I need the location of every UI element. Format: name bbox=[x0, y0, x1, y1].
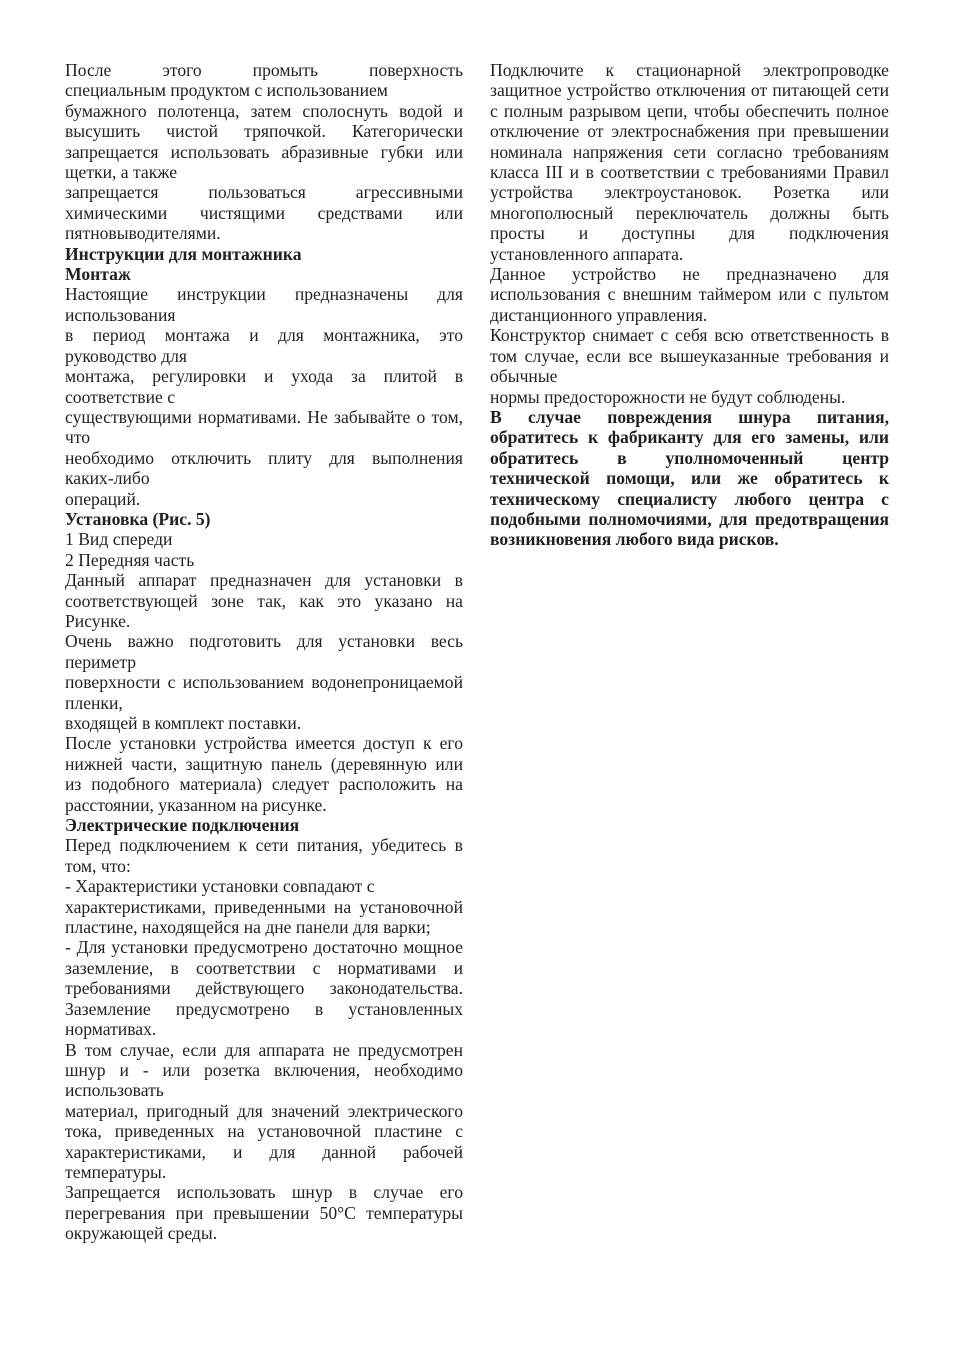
left-paragraph: запрещается пользоваться агрессивными химическими чистящими средствами или пятновыводителями. bbox=[65, 182, 463, 244]
left-paragraph: Настоящие инструкции предназначены для использования bbox=[65, 284, 463, 325]
left-paragraph: в период монтажа и для монтажника, это руководство для bbox=[65, 325, 463, 366]
left-paragraph: операций. bbox=[65, 488, 141, 509]
left-heading: Инструкции для монтажника bbox=[65, 243, 302, 264]
left-paragraph: необходимо отключить плиту для выполнения каких-либо bbox=[65, 447, 463, 489]
left-paragraph: поверхности с использованием водонепроницаемой пленки, bbox=[65, 672, 463, 713]
right-paragraph: Конструктор снимает с себя всю ответственность в том случае, если все вышеуказанные требования и обычные bbox=[490, 325, 889, 387]
left-paragraph: бумажного полотенца, затем сполоснуть водой и высушить чистой тряпочкой. Категорически запрещается использовать абразивные губки или щетки, а также bbox=[65, 100, 463, 183]
left-heading: Установка (Рис. 5) bbox=[65, 508, 211, 529]
left-paragraph: монтажа, регулировки и ухода за плитой в соответствие с bbox=[65, 366, 463, 407]
right-paragraph: нормы предосторожности не будут соблюдены. bbox=[490, 386, 846, 407]
left-paragraph: - Для установки предусмотрено достаточно мощное заземление, в соответствии с нормативами и требованиями действующего законодательства. Заземление предусмотрено в установленных нормативах. bbox=[65, 937, 463, 1040]
left-paragraph: 2 Передняя часть bbox=[65, 549, 195, 570]
left-text-column bbox=[65, 60, 463, 1244]
right-paragraph: Подключите к стационарной электропроводке защитное устройство отключения от питающей сети с полным разрывом цепи, чтобы обеспечить полное отключение от электроснабжения при превышении номинала напряжения сети согласно требованиям класса III и в соответствии с требованиями Правил устройства электроустановок. Розетка или многополюсный переключатель должны быть просты и доступны для подключения установленного аппарата. bbox=[490, 60, 889, 264]
right-paragraph: Данное устройство не предназначено для использования с внешним таймером или с пультом дистанционного управления. bbox=[490, 264, 889, 325]
left-heading: Монтаж bbox=[65, 264, 131, 285]
left-heading: Электрические подключения bbox=[65, 815, 300, 836]
right-warning-paragraph: В случае повреждения шнура питания, обратитесь к фабриканту для его замены, или обратитесь в уполномоченный центр технической помощи, или же обратитесь к техническому специалисту любого центра с подобными полномочиями, для предотвращения возникновения любого вида рисков. bbox=[490, 406, 889, 550]
left-paragraph: Данный аппарат предназначен для установки в соответствующей зоне так, как это указано на Рисунке. bbox=[65, 570, 463, 631]
left-paragraph: материал, пригодный для значений электрического тока, приведенных на установочной пластине с характеристиками, и для данной рабочей температуры. bbox=[65, 1100, 463, 1182]
left-paragraph: Запрещается использовать шнур в случае его перегревания при превышении 50°C температуры окружающей среды. bbox=[65, 1182, 463, 1244]
left-paragraph: специальным продуктом с использованием bbox=[65, 80, 388, 101]
left-paragraph: - Характеристики установки совпадают с bbox=[65, 876, 375, 897]
left-paragraph: 1 Вид спереди bbox=[65, 529, 173, 550]
left-paragraph: Перед подключением к сети питания, убедитесь в том, что: bbox=[65, 835, 463, 876]
left-paragraph: После установки устройства имеется доступ к его нижней части, защитную панель (деревянную или из подобного материала) следует расположить на расстоянии, указанном на рисунке. bbox=[65, 733, 463, 815]
left-paragraph: характеристиками, приведенными на установочной пластине, находящейся на дне панели для варки; bbox=[65, 896, 463, 938]
left-paragraph: В том случае, если для аппарата не предусмотрен шнур и - или розетка включения, необходимо использовать bbox=[65, 1039, 463, 1101]
left-paragraph: существующими нормативами. Не забывайте о том, что bbox=[65, 406, 463, 448]
left-paragraph: входящей в комплект поставки. bbox=[65, 713, 302, 733]
right-text-column bbox=[490, 60, 889, 550]
left-paragraph: После этого промыть поверхность bbox=[65, 60, 463, 80]
left-paragraph: Очень важно подготовить для установки весь периметр bbox=[65, 631, 463, 672]
